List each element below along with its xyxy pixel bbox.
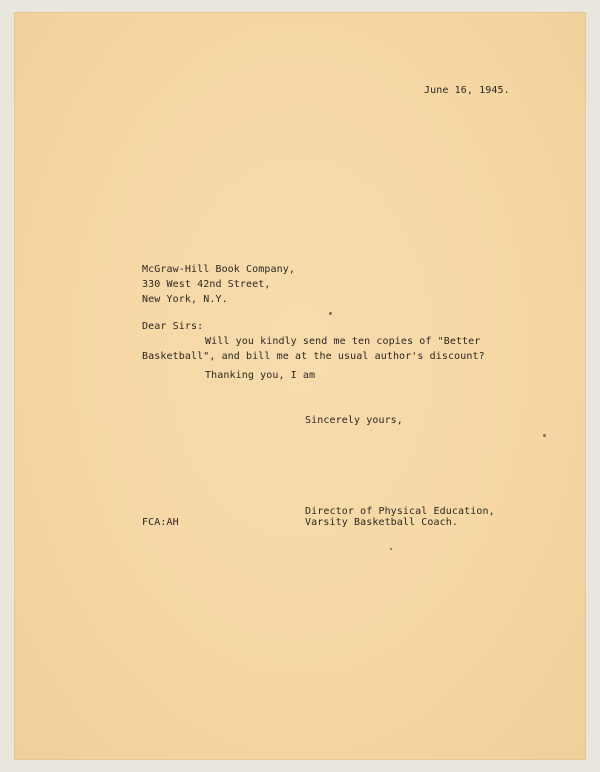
recipient-city: New York, N.Y. [142, 294, 228, 305]
salutation: Dear Sirs: [142, 321, 204, 332]
reference-initials: FCA:AH [142, 517, 179, 528]
letter-page [14, 12, 586, 760]
body-line-1: Will you kindly send me ten copies of "Better [205, 336, 481, 347]
paper-speck [390, 548, 392, 550]
closing: Sincerely yours, [305, 415, 403, 426]
signature-title-1: Director of Physical Education, [305, 506, 495, 517]
paper-speck [543, 434, 546, 437]
recipient-name: McGraw-Hill Book Company, [142, 264, 296, 275]
recipient-street: 330 West 42nd Street, [142, 279, 271, 290]
body-line-2: Basketball", and bill me at the usual author's discount? [142, 351, 485, 362]
signature-title-2: Varsity Basketball Coach. [305, 517, 459, 528]
paper-speck [329, 312, 332, 315]
body-line-3: Thanking you, I am [205, 370, 316, 381]
letter-date: June 16, 1945. [424, 85, 510, 96]
